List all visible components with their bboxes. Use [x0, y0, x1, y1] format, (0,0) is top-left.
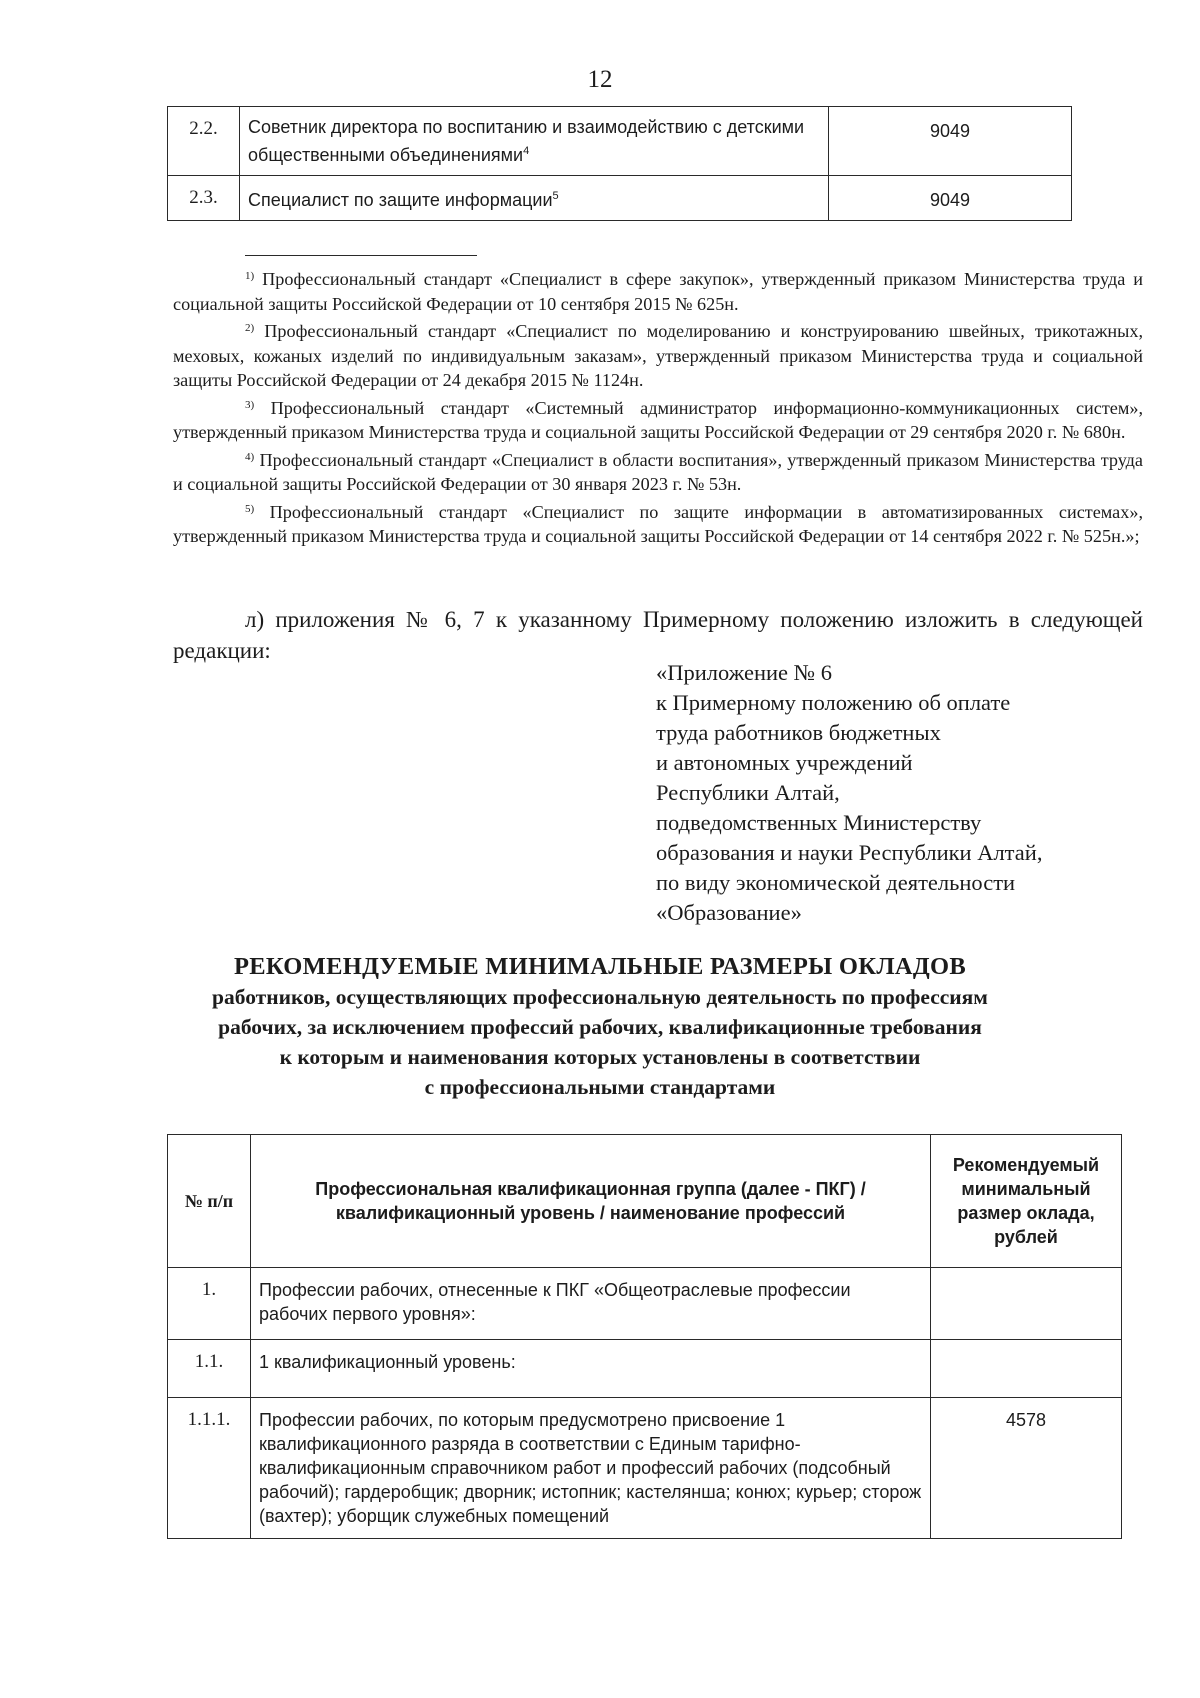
- annex-reference: [656, 658, 1136, 928]
- table-row: [168, 1340, 1122, 1398]
- row-value: [931, 1340, 1122, 1398]
- footnote: $^{3)}$ Профессиональный стандарт «Системный администратор информационно-коммуникационных систем», утвержденный приказом Министерства труда и социальной защиты Российской Федерации от 29 сентября 2020 г. № 680н.: [173, 397, 1143, 442]
- row-number: 2.2.: [168, 107, 240, 176]
- table-row: [168, 1268, 1122, 1340]
- position-name: Советник директора по воспитанию и взаимодействию с детскими общественными объединениями$^4$: [240, 107, 829, 176]
- footnote: $^{4)}$ Профессиональный стандарт «Специалист в области воспитания», утвержденный приказом Министерства труда и социальной защиты Российской Федерации от 30 января 2023 г. № 53н.: [173, 449, 1144, 494]
- amendment-paragraph: л) приложения № 6, 7 к указанному Примерному положению изложить в следующей редакции:: [173, 607, 1143, 663]
- footnotes: [173, 264, 1143, 549]
- heading-title: РЕКОМЕНДУЕМЫЕ МИНИМАЛЬНЫЕ РАЗМЕРЫ ОКЛАДОВ: [233, 953, 967, 980]
- annex-line: «Приложение № 6: [656, 660, 832, 685]
- header-num: № п/п: [168, 1135, 251, 1268]
- annex-line: подведомственных Министерству: [656, 810, 982, 835]
- annex-line: и автономных учреждений: [656, 750, 913, 775]
- row-name: Профессии рабочих, по которым предусмотрено присвоение 1 квалификационного разряда в соответствии с Единым тарифно-квалификационным справочником работ и профессий рабочих (подсобный рабочий); гардеробщик; дворник; истопник; кастелянша; конюх; курьер; сторож (вахтер); уборщик служебных помещений: [251, 1398, 931, 1539]
- document-heading: [150, 952, 1050, 1102]
- page-number: 12: [587, 66, 613, 93]
- table-row: [168, 107, 1072, 176]
- row-number: 1.1.1.: [168, 1398, 251, 1539]
- continued-salary-table: [167, 106, 1072, 221]
- annex-line: Республики Алтай,: [656, 780, 840, 805]
- heading-subtitle-line: рабочих, за исключением профессий рабочих, квалификационные требования: [218, 1015, 982, 1039]
- table-header-row: [168, 1135, 1122, 1268]
- footnote: $^{5)}$ Профессиональный стандарт «Специалист по защите информации в автоматизированных системах», утвержденный приказом Министерства труда и социальной защиты Российской Федерации от 14 сентября 2022 г. № 525н.»;: [173, 501, 1143, 546]
- table-row: [168, 176, 1072, 221]
- row-name: 1 квалификационный уровень:: [251, 1340, 931, 1398]
- row-number: 2.3.: [168, 176, 240, 221]
- header-value: Рекомендуемый минимальный размер оклада, рублей: [931, 1135, 1122, 1268]
- footnote-separator: [245, 255, 477, 256]
- position-name: Специалист по защите информации$^5$: [240, 176, 829, 221]
- row-number: 1.1.: [168, 1340, 251, 1398]
- footnote: $^{1)}$ Профессиональный стандарт «Специалист в сфере закупок», утвержденный приказом Министерства труда и социальной защиты Российской Федерации от 10 сентября 2015 № 625н.: [173, 269, 1144, 314]
- heading-subtitle-line: с профессиональными стандартами: [424, 1075, 776, 1099]
- footnote: $^{2)}$ Профессиональный стандарт «Специалист по моделированию и конструированию швейных, трикотажных, меховых, кожаных изделий по индивидуальным заказам», утвержденный приказом Министерства труда и социальной защиты Российской Федерации от 24 декабря 2015 № 1124н.: [173, 321, 1144, 390]
- table-row: [168, 1398, 1122, 1539]
- salary-value: 9049: [829, 176, 1072, 221]
- row-name: Профессии рабочих, отнесенные к ПКГ «Общеотраслевые профессии рабочих первого уровня»:: [251, 1268, 931, 1340]
- annex-line: по виду экономической деятельности: [656, 870, 1016, 895]
- salary-table: [167, 1134, 1122, 1539]
- annex-line: труда работников бюджетных: [656, 720, 941, 745]
- row-number: 1.: [168, 1268, 251, 1340]
- row-value: 4578: [931, 1398, 1122, 1539]
- header-name: Профессиональная квалификационная группа (далее - ПКГ) /квалификационный уровень / наименование профессий: [251, 1135, 931, 1268]
- annex-line: к Примерному положению об оплате: [656, 690, 1011, 715]
- salary-value: 9049: [829, 107, 1072, 176]
- heading-subtitle-line: работников, осуществляющих профессиональную деятельность по профессиям: [212, 985, 988, 1009]
- annex-line: «Образование»: [656, 900, 802, 925]
- annex-line: образования и науки Республики Алтай,: [656, 840, 1043, 865]
- row-value: [931, 1268, 1122, 1340]
- heading-subtitle-line: к которым и наименования которых установлены в соответствии: [279, 1045, 921, 1069]
